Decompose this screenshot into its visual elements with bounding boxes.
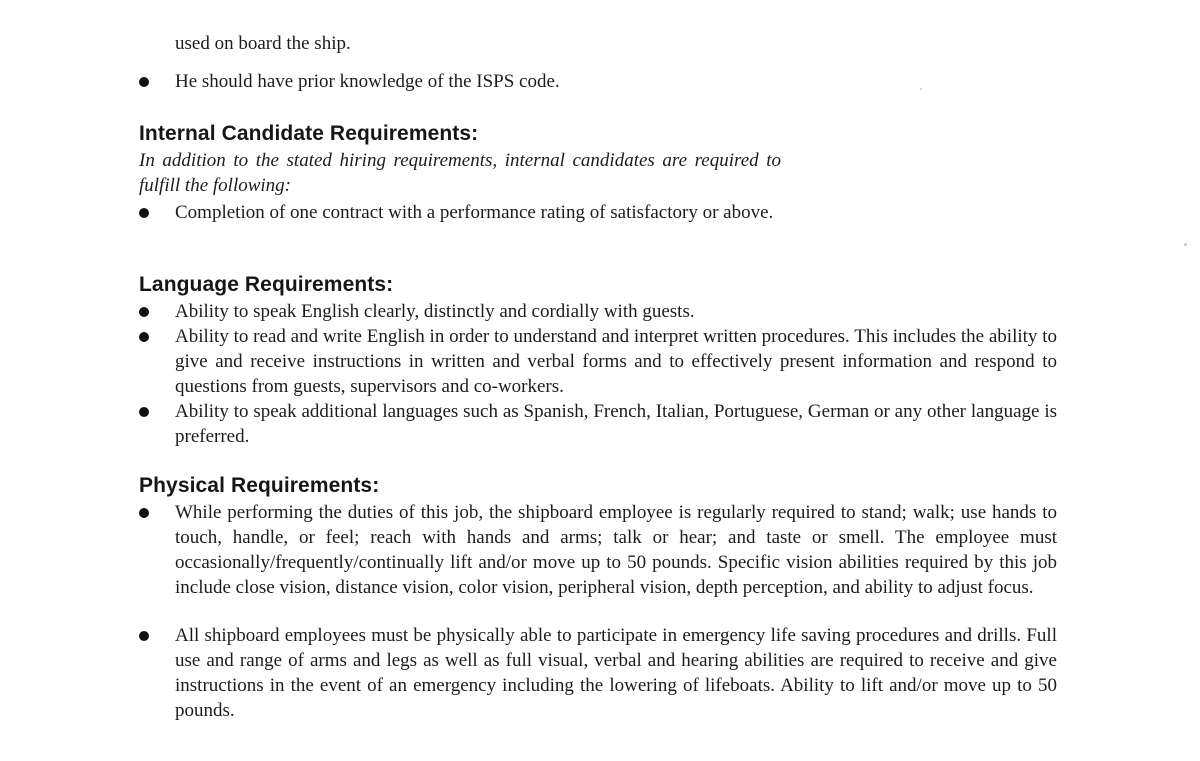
list-item-text: While performing the duties of this job, the shipboard employee is regularly required to stand; walk; use hands to touch, handle, or feel; reach with hands and arms; talk or hear; and taste or smell. The employee must occasionally/frequently/continually lift and/or move up to 50 pounds. Specific vision abilities required by this job include close vision, distance vision, color vision, peripheral vision, depth perception, and ability to adjust focus. <box>175 502 1057 598</box>
continuation-text: used on board the ship. <box>175 33 351 54</box>
bullet-icon <box>139 307 149 317</box>
list-item <box>139 399 1057 449</box>
list-item <box>139 299 1057 324</box>
list-item-text: Ability to speak English clearly, distinctly and cordially with guests. <box>175 301 695 322</box>
list-item <box>139 500 1057 600</box>
physical-requirements-heading: Physical Requirements: <box>139 474 380 497</box>
list-item-text: Ability to read and write English in order to understand and interpret written procedures. This includes the ability to give and receive instructions in written and verbal forms and to effectively present information and respond to questions from guests, supervisors and co-workers. <box>175 326 1057 397</box>
bullet-icon <box>139 508 149 518</box>
internal-requirements-list <box>139 200 791 225</box>
list-item <box>139 69 1059 94</box>
scan-speck <box>920 88 922 90</box>
physical-requirements-list <box>139 500 1057 723</box>
bullet-icon <box>139 208 149 218</box>
bullet-icon <box>139 631 149 641</box>
bullet-icon <box>139 407 149 417</box>
isps-bullet <box>139 69 1059 94</box>
internal-requirements-heading: Internal Candidate Requirements: <box>139 122 479 145</box>
bullet-icon <box>139 332 149 342</box>
language-requirements-list <box>139 299 1057 449</box>
language-requirements-heading: Language Requirements: <box>139 273 394 296</box>
scan-speck <box>1184 243 1187 246</box>
list-item-text: Completion of one contract with a performance rating of satisfactory or above. <box>175 202 774 223</box>
list-item-text: He should have prior knowledge of the ISPS code. <box>175 71 560 92</box>
bullet-icon <box>139 77 149 87</box>
list-item-text: Ability to speak additional languages such as Spanish, French, Italian, Portuguese, German or any other language is preferred. <box>175 401 1057 447</box>
internal-requirements-intro: In addition to the stated hiring requirements, internal candidates are required to fulfill the following: <box>139 150 781 196</box>
list-item <box>139 200 791 225</box>
list-item <box>139 324 1057 399</box>
list-item-text: All shipboard employees must be physically able to participate in emergency life saving procedures and drills. Full use and range of arms and legs as well as full visual, verbal and hearing abilities are required to receive and give instructions in the event of an emergency including the lowering of lifeboats. Ability to lift and/or move up to 50 pounds. <box>175 625 1057 721</box>
list-item <box>139 623 1057 723</box>
